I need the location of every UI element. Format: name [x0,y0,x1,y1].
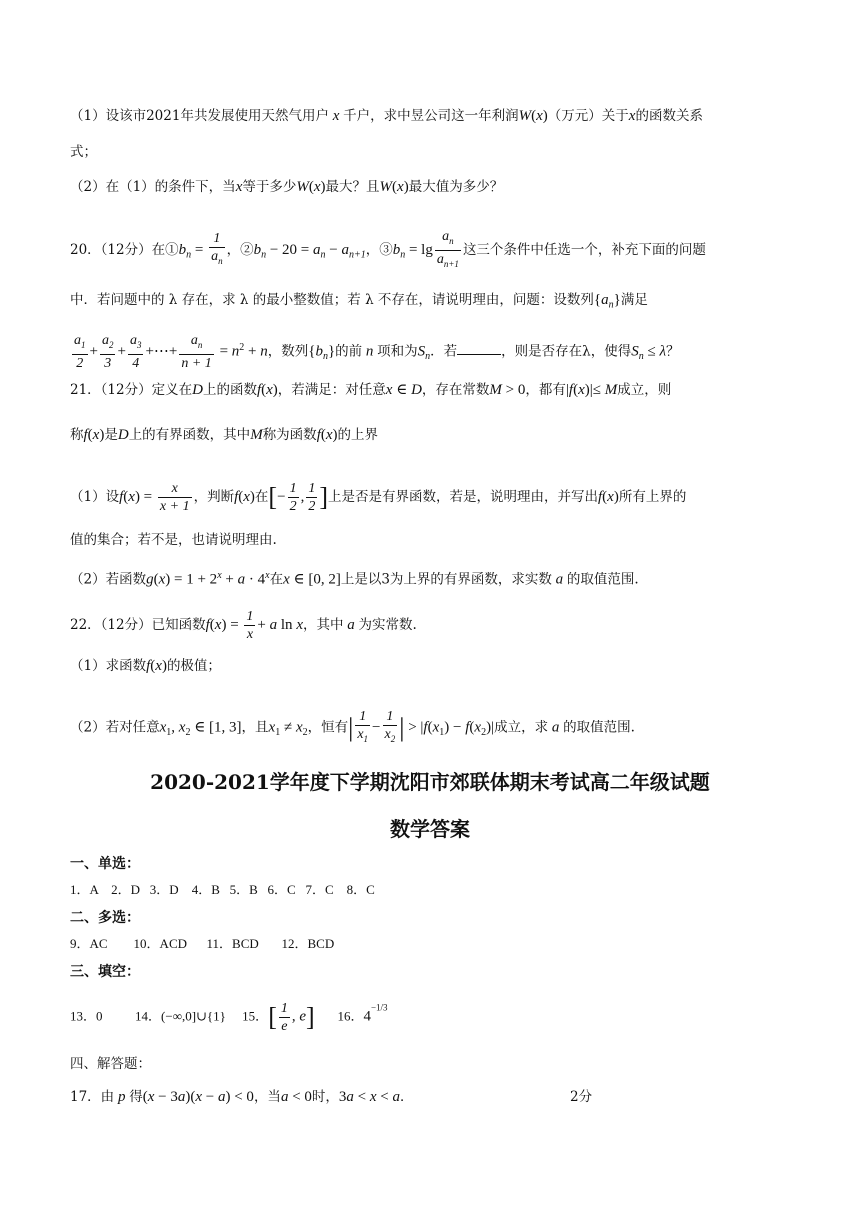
q21-text: ，存在常数 [421,382,490,398]
answer-17-line1: 17．由 p 得(x − 3a)(x − a) < 0，当a < 0时，3a < x < a． [70,1089,414,1105]
q20-text: ，则是否存在λ，使得 [501,343,632,360]
q19-text: 等于多少 [242,179,297,195]
q21-text: 的上界 [337,427,379,443]
math-Wx: W [518,108,532,124]
q17-text: 得 [129,1089,143,1105]
q19-text: 最大？且 [325,179,380,195]
q20-text: 20．（12分）在① [70,241,179,258]
q22-text: 的极值； [166,658,221,674]
q21-line2: 称f(x)是D上的有界函数，其中M称为函数f(x)的上界 [70,427,379,443]
q22-text: ，其中 [302,617,344,633]
q22-part2: （2）若对任意$x_1$, $x_2$ ∈ [1, 3]，且$x_1 \ne x_2$，恒有| $\frac{1}{x_1}$ − $\frac{1}{x_2}$ | > $|f(x_1) - f(x_2)|$成立，求 a 的取值范围. [70,709,635,744]
q20-line2: 中．若问题中的 λ 存在，求 λ 的最小整数值；若 λ 不存在，请说明理由，问题：设数列$\{a_n\}$满足 [70,292,648,311]
q22-text: 的取值范围. [563,719,635,736]
fill-blank-answers: 13．0 14．(−∞,0]∪{1} 15．[ $\frac{1}{e}$ , e] 16．$4^{-1/3}$ [70,1001,388,1034]
q21-text: ，若满足：对任意 [277,382,386,398]
q22-text: ，恒有 [307,719,349,736]
answer-16-exponent: −1/3 [370,1002,388,1013]
q19-text: 式； [70,144,97,160]
single-choice-answers: 1．A 2．D 3．D 4．B 5．B 6．C 7．C 8．C [70,882,375,897]
q17-text: 时， [311,1089,339,1105]
q21-part1-line2 [70,530,277,550]
q22-text: 成立，求 [494,719,549,736]
q21-text: （2）若函数 [70,571,147,588]
answer-13: 13．0 [70,1008,103,1024]
q21-part1: （1）设f(x) = $\frac{x}{x + 1}$ ，判断f(x)在[− $\frac{1}{2}$ , $\frac{1}{2}$ ]上是否是有界函数，若是，说明理由，并写出f(x)所有上界的 [70,481,687,514]
q21-line1: 21．（12分）定义在D上的函数f(x)，若满足：对任意x ∈ D，存在常数M > 0，都有|f(x)|≤ M成立，则 [70,382,672,398]
q19-text: 千户，求中昱公司这一年利润 [343,108,519,124]
q21-text: 上是以3为上界的有界函数，求实数 [340,571,552,588]
q21-text: 21．（12分）定义在 [70,382,193,398]
section-solutions: 四、解答题： [70,1056,151,1072]
q22-part1: （1）求函数f(x)的极值； [70,658,221,674]
q20-line1: 20．（12分）在$①b_n$ = $\frac{1}{a_n}$ ，$②b_n - 20 = a_n - a_{n+1}$，$③b_n = \lg$ $\frac{a_n}{a_{n+1}}$ 这三个条件中任选一个，补充下面的问题 [70,228,706,273]
q20-text: 项和为 [377,343,418,360]
q19-text: 最大值为多少？ [408,179,504,195]
fill-blank [457,340,501,355]
q19-text: （万元）关于 [547,108,629,124]
answers-title: 2020-2021学年度下学期沈阳市郊联体期末考试高二年级试题 [150,770,710,794]
q21-text: （1）设 [70,489,120,505]
section-multi-choice: 二、多选： [70,910,140,926]
q19-text: 的函数关系 [635,108,703,124]
q21-text: 在 [269,571,284,588]
q20-line3: $\frac{a_1}{2}$ + $\frac{a_2}{3}$ + $\frac{a_3}{4}$ +⋯+ $\frac{a_n}{n + 1}$ = $n^2 + n$，数列$\{b_n\}$的前 n 项和为$S_n$．若 ，则是否存在λ，使得$S_n \le \lambda$？ [74,333,680,371]
answer-14-label: 14． [135,1008,162,1024]
q21-text: 上是否是有界函数，若是，说明理由，并写出 [327,489,598,505]
q21-text: 上的函数 [202,382,257,398]
fraction: $\frac{a_n}{a_{n+1}}$ [436,229,459,269]
q17-text: ，当 [253,1089,281,1105]
q19-part1-line1: （1）设该市2021年共发展使用天然气用户 x 千户，求中昱公司这一年利润W(x)（万元）关于x的函数关系 [70,108,703,124]
q21-text: 在 [254,489,269,505]
q20-text: ？ [665,343,680,360]
q21-text: 上的有界函数，其中 [128,427,251,443]
var-x: x [328,108,344,124]
q22-text: 为实常数. [358,617,417,633]
answers-subtitle: 数学答案 [390,817,470,841]
q21-part2: （2）若函数$g(x) = 1 + 2^x + a \cdot 4^x$在x ∈ [0, 2]上是以3为上界的有界函数，求实数 a 的取值范围. [70,570,639,588]
q22-text: ，且 [241,719,269,736]
q22-text: （1）求函数 [70,658,147,674]
q19-part2: （2）在（1）的条件下，当x等于多少W(x)最大？且W(x)最大值为多少？ [70,179,504,195]
q19-text: （2）在（1）的条件下，当 [70,179,236,195]
fraction: $\frac{1}{a_n}$ [211,231,223,267]
q20-text: ．若 [430,343,458,360]
multi-choice-answers: 9．AC 10．ACD 11．BCD 12．BCD [70,936,335,951]
q21-text: 值的集合；若不是，也请说明理由. [70,532,277,548]
q20-text: 中．若问题中的 λ 存在，求 λ 的最小整数值；若 λ 不存在，请说明理由，问题：设数列 [70,292,594,308]
q22-line1: 22．（12分）已知函数f(x) = $\frac{1}{x}$ + a ln x，其中 a 为实常数. [70,609,417,642]
q21-text: 所有上界的 [618,489,687,505]
q20-text: ，② [226,241,254,258]
q21-text: 的取值范围. [566,571,639,588]
q21-text: 称 [70,427,84,443]
q19-text: （1）设该市2021年共发展使用天然气用户 [70,108,329,124]
score-label: 2分 [570,1089,593,1105]
q22-text: 22．（12分）已知函数 [70,617,206,633]
q17-text: ． [400,1089,414,1105]
section-fill-blank: 三、填空： [70,964,140,980]
q20-text: 满足 [620,292,648,308]
q21-text: 成立，则 [617,382,672,398]
q21-text: 是 [104,427,118,443]
answer-15-label: 15． [242,1008,269,1024]
q20-text: ，数列 [267,343,309,360]
section-single-choice: 一、单选： [70,856,140,872]
q21-text: ，判断 [193,489,235,505]
answer-14-value: (−∞,0]∪{1} [161,1008,226,1024]
q21-text: ，都有 [525,382,566,398]
answer-16-label: 16． [337,1008,364,1024]
q20-text: ，③ [365,241,393,258]
q17-text: 17．由 [70,1089,115,1105]
q20-text: 的前 [335,343,363,360]
q21-text: 称为函数 [262,427,317,443]
q22-text: （2）若对任意 [70,719,160,736]
q19-part1-line2 [70,142,97,162]
q20-text: 这三个条件中任选一个，补充下面的问题 [462,241,706,258]
